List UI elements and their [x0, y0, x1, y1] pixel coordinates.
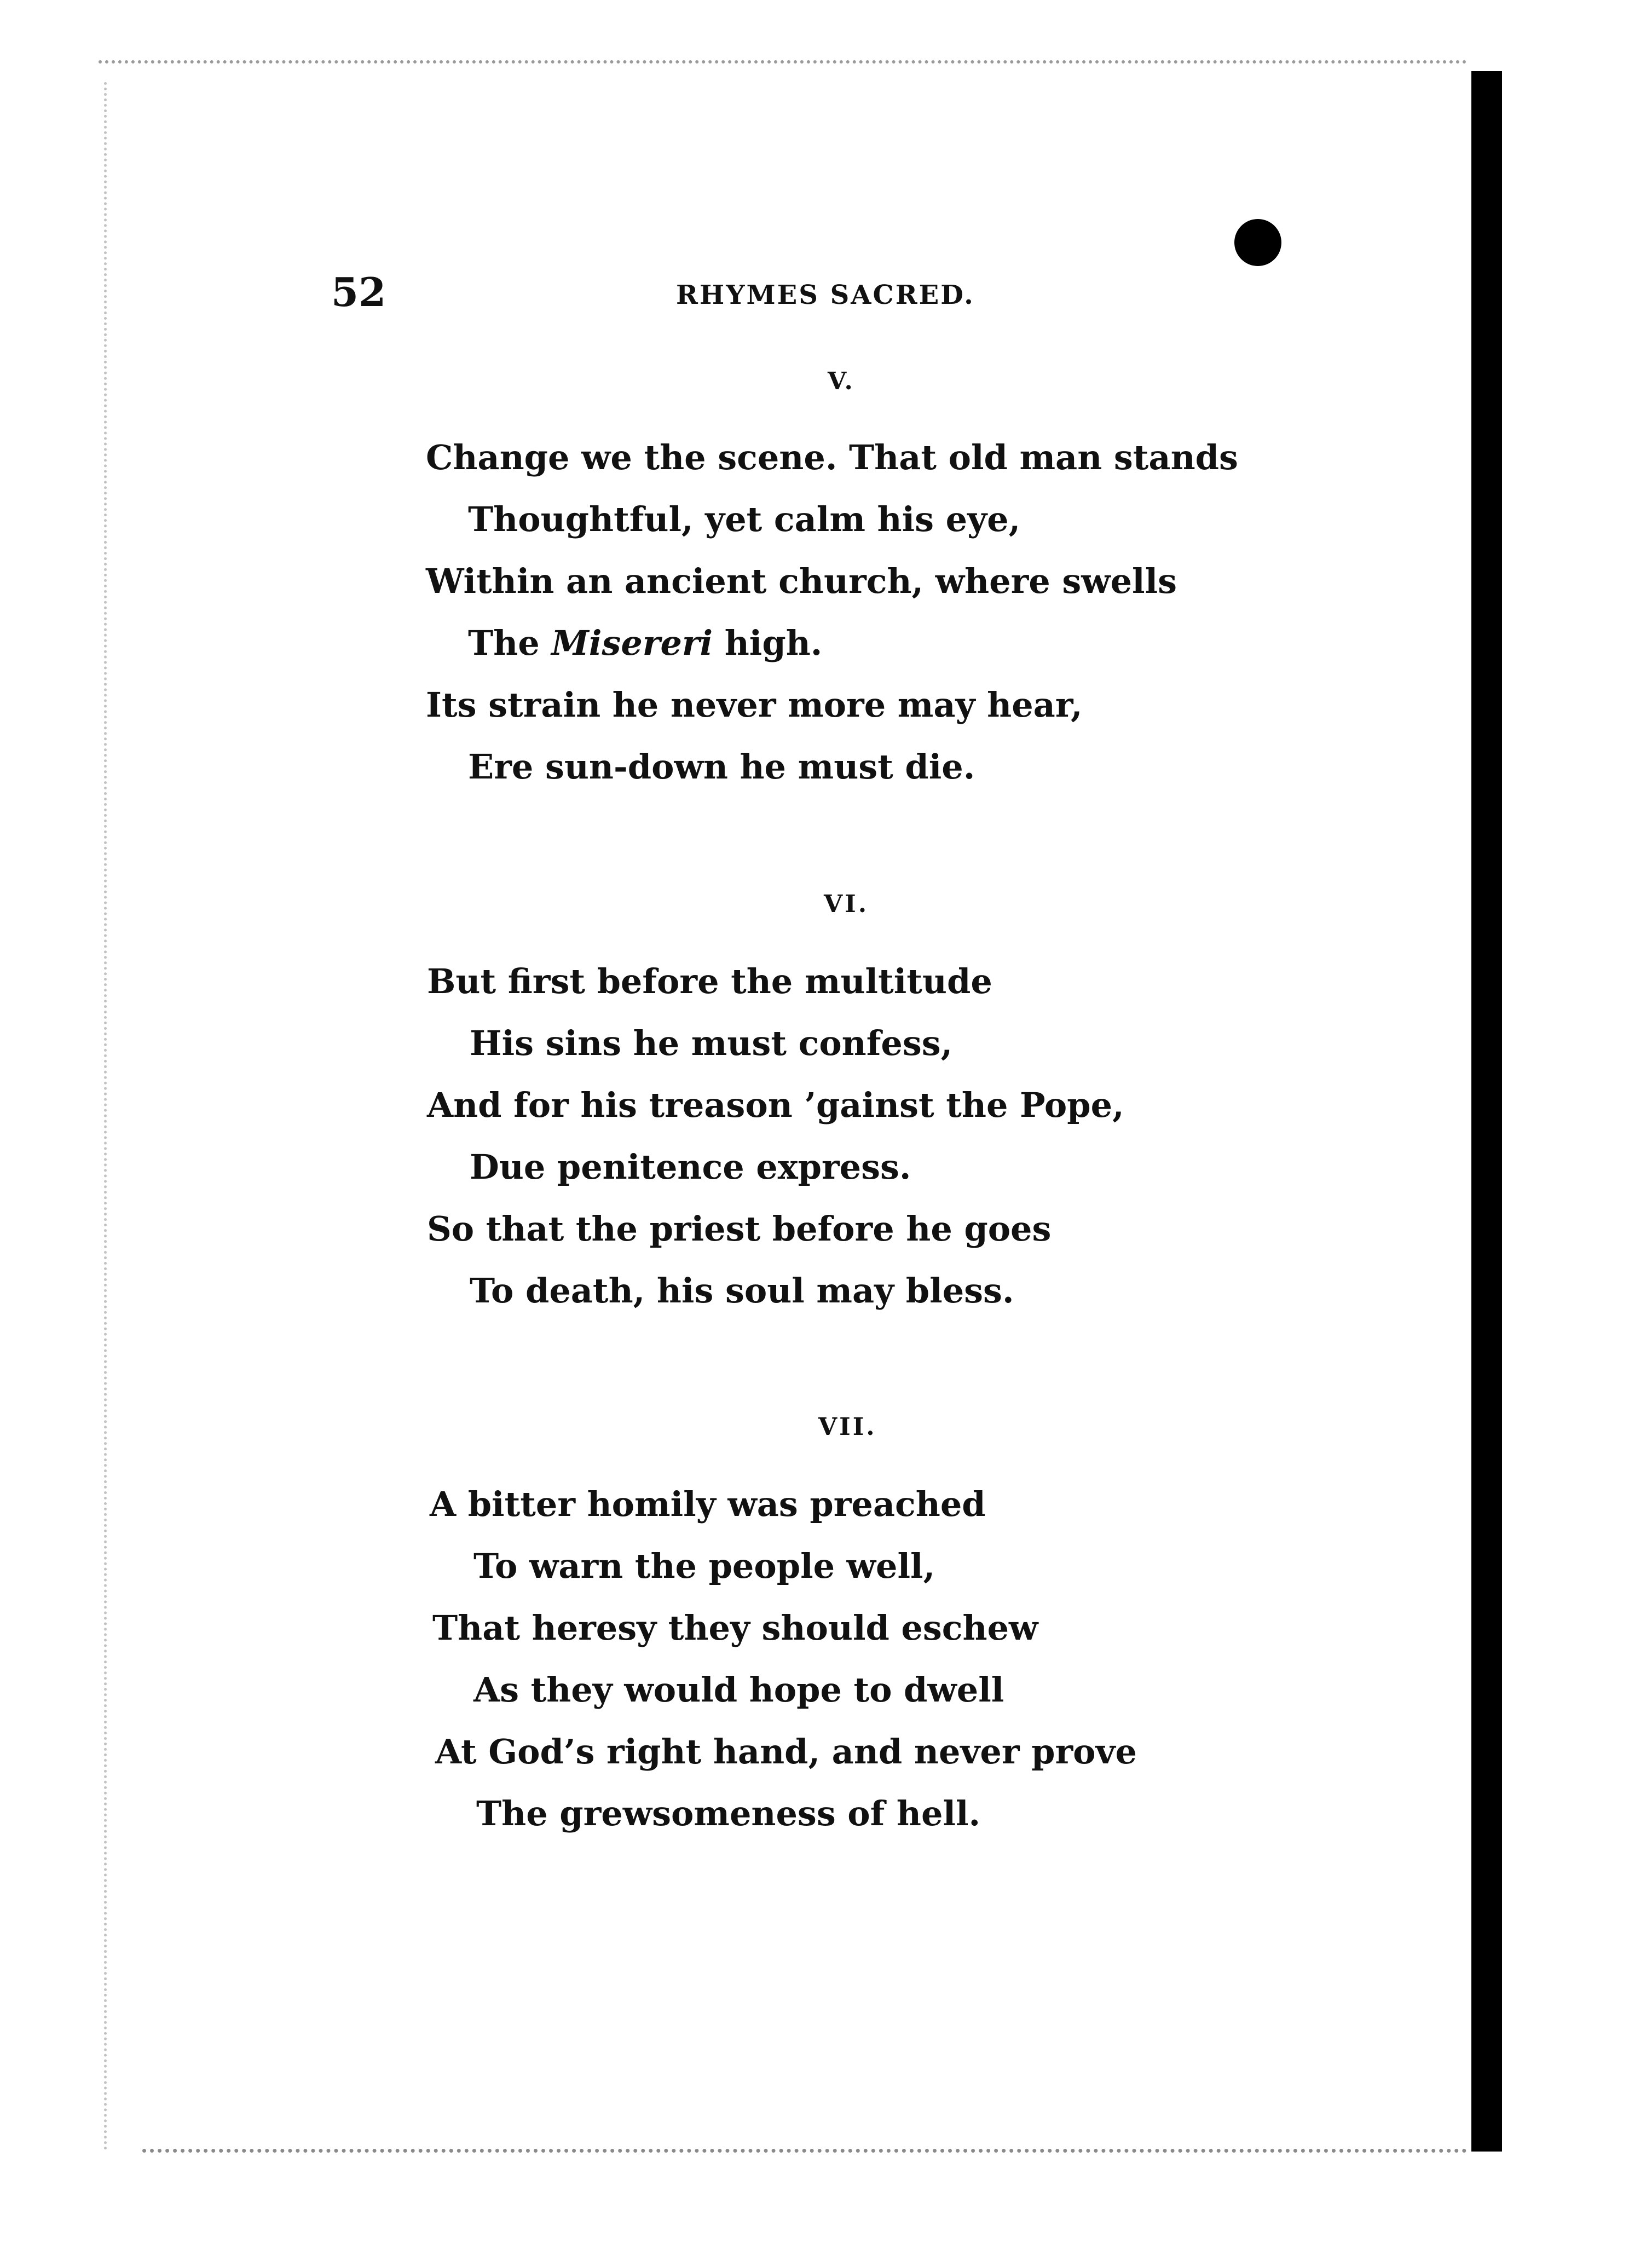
verse-line: A bitter homily was preached [430, 1484, 986, 1524]
verse-italic-text: Misereri [551, 623, 713, 663]
verse-line: Change we the scene. That old man stands [426, 437, 1238, 477]
verse-text: The [468, 623, 552, 663]
verse-line: Thoughtful, yet calm his eye, [468, 499, 1021, 539]
verse-line: His sins he must confess, [470, 1023, 953, 1063]
stanza-number-vi: VI. [824, 890, 869, 918]
ink-blot [1234, 219, 1281, 266]
verse-line: Within an ancient church, where swells [426, 561, 1177, 601]
page-number: 52 [331, 269, 386, 315]
verse-text: high. [713, 623, 823, 663]
verse-line: Due penitence express. [470, 1147, 911, 1187]
verse-line: To death, his soul may bless. [470, 1271, 1014, 1311]
page-edge-top [99, 60, 1467, 64]
page-edge-left [104, 82, 107, 2152]
verse-line: Ere sun-down he must die. [468, 747, 975, 787]
page-edge-right [1471, 71, 1502, 2152]
page-edge-bottom [142, 2149, 1467, 2153]
verse-line: The grewsomeness of hell. [476, 1793, 981, 1833]
verse-line [468, 623, 823, 663]
verse-line: To warn the people well, [473, 1546, 935, 1586]
running-head: RHYMES SACRED. [676, 280, 975, 310]
stanza-number-vii: VII. [818, 1413, 877, 1441]
verse-line: As they would hope to dwell [473, 1670, 1004, 1710]
verse-line: Its strain he never more may hear, [426, 685, 1083, 725]
verse-line: That heresy they should eschew [432, 1608, 1038, 1648]
verse-line: But first before the multitude [427, 961, 992, 1001]
verse-line: At God’s right hand, and never prove [435, 1732, 1137, 1772]
stanza-number-v: V. [828, 367, 855, 395]
verse-line: And for his treason ’gainst the Pope, [427, 1085, 1124, 1125]
verse-line: So that the priest before he goes [427, 1209, 1052, 1249]
